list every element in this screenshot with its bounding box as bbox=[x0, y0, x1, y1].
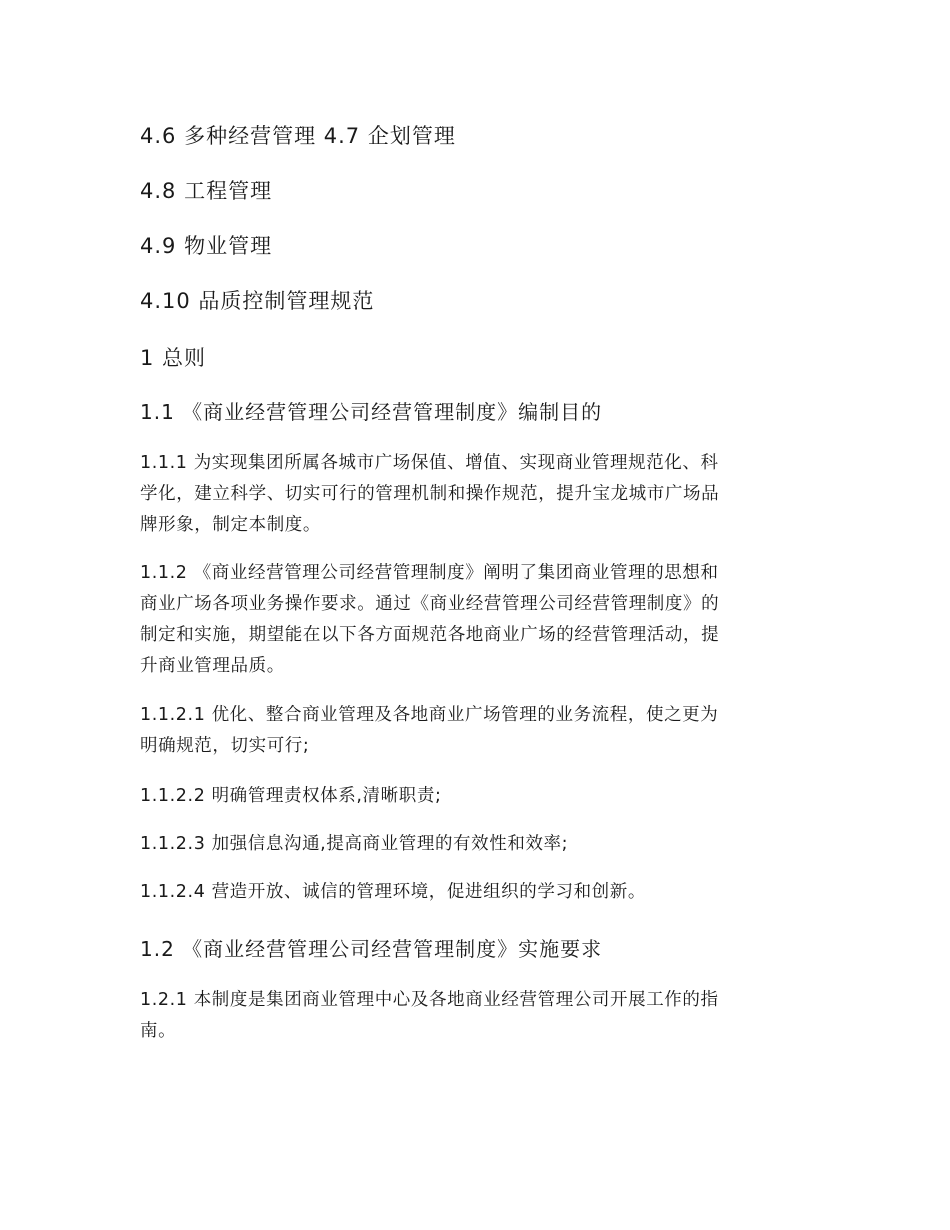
toc-entry-4-9: 4.9 物业管理 bbox=[140, 234, 273, 258]
section-1-1-title: 1.1 《商业经营管理公司经营管理制度》编制目的 bbox=[140, 400, 603, 424]
paragraph-line: 1.1.2.1 优化、整合商业管理及各地商业广场管理的业务流程，使之更为 bbox=[140, 705, 719, 725]
paragraph-line: 1.1.2.4 营造开放、诚信的管理环境，促进组织的学习和创新。 bbox=[140, 882, 646, 902]
paragraph-line: 升商业管理品质。 bbox=[140, 656, 285, 676]
paragraph-line: 学化，建立科学、切实可行的管理机制和操作规范，提升宝龙城市广场品 bbox=[140, 484, 720, 504]
paragraph-1-1-2 bbox=[140, 558, 812, 682]
paragraph-line: 1.1.1 为实现集团所属各城市广场保值、增值、实现商业管理规范化、科 bbox=[140, 453, 719, 473]
toc-entry-4-6-4-7: 4.6 多种经营管理 4.7 企划管理 bbox=[140, 124, 456, 148]
paragraph-line: 1.1.2 《商业经营管理公司经营管理制度》阐明了集团商业管理的思想和 bbox=[140, 563, 719, 583]
paragraph-line: 1.1.2.3 加强信息沟通,提高商业管理的有效性和效率; bbox=[140, 834, 569, 854]
paragraph-1-1-2-2 bbox=[140, 781, 812, 812]
section-1-2-title: 1.2 《商业经营管理公司经营管理制度》实施要求 bbox=[140, 937, 603, 961]
paragraph-line: 1.1.2.2 明确管理责权体系,清晰职责; bbox=[140, 786, 442, 806]
paragraph-line: 南。 bbox=[140, 1021, 177, 1041]
paragraph-1-1-2-1 bbox=[140, 700, 812, 762]
toc-entry-4-8: 4.8 工程管理 bbox=[140, 179, 273, 203]
paragraph-1-1-2-3 bbox=[140, 829, 812, 860]
toc-entry-4-10: 4.10 品质控制管理规范 bbox=[140, 289, 375, 313]
paragraph-1-1-2-4 bbox=[140, 877, 812, 908]
paragraph-line: 牌形象，制定本制度。 bbox=[140, 515, 321, 535]
paragraph-1-1-1 bbox=[140, 448, 812, 541]
chapter-title: 1 总则 bbox=[140, 346, 207, 370]
paragraph-line: 1.2.1 本制度是集团商业管理中心及各地商业经营管理公司开展工作的指 bbox=[140, 990, 719, 1010]
paragraph-line: 商业广场各项业务操作要求。通过《商业经营管理公司经营管理制度》的 bbox=[140, 594, 720, 614]
paragraph-1-2-1 bbox=[140, 985, 812, 1047]
paragraph-line: 明确规范，切实可行; bbox=[140, 736, 310, 756]
paragraph-line: 制定和实施，期望能在以下各方面规范各地商业广场的经营管理活动，提 bbox=[140, 625, 720, 645]
